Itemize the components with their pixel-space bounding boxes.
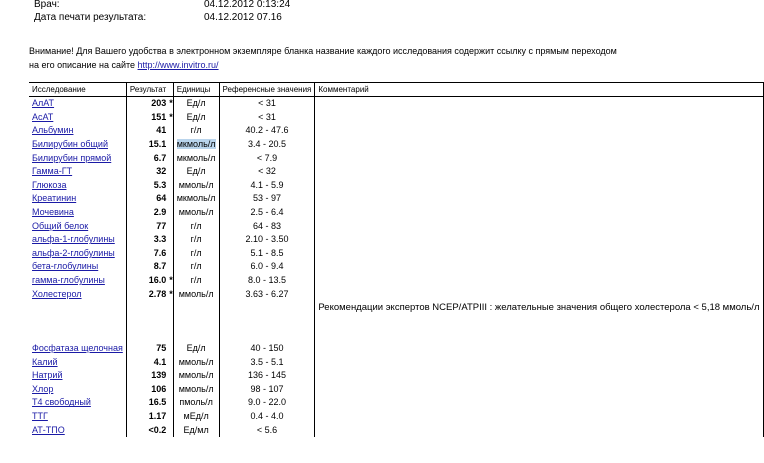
unit-value [173, 355, 219, 369]
test-link[interactable]: альфа-1-глобулины [32, 234, 115, 245]
test-name [29, 111, 126, 125]
test-name [29, 342, 126, 356]
reference-value: 3.4 - 20.5 [219, 138, 315, 152]
unit-value [173, 247, 219, 261]
reference-value [219, 315, 315, 329]
unit-value [173, 382, 219, 396]
unit-text: Ед/л [186, 98, 206, 109]
unit-text: мкмоль/л [176, 193, 216, 204]
result-value: 2.78 [126, 287, 169, 301]
test-name [29, 301, 126, 315]
result-value: 3.3 [126, 233, 169, 247]
unit-text: мЕд/л [183, 410, 209, 421]
abnormal-flag: * [169, 288, 173, 299]
reference-value: < 7.9 [219, 151, 315, 165]
table-header [29, 83, 763, 97]
test-link[interactable]: альфа-2-глобулины [32, 247, 115, 258]
result-value: 2.9 [126, 206, 169, 220]
unit-text: Ед/л [186, 342, 206, 353]
unit-value [173, 301, 219, 315]
reference-value: 0.4 - 4.0 [219, 410, 315, 424]
abnormal-flag: * [169, 275, 173, 286]
unit-value [173, 396, 219, 410]
reference-value: 6.0 - 9.4 [219, 260, 315, 274]
test-link[interactable]: Хлор [32, 383, 54, 394]
unit-value [173, 274, 219, 288]
col-comment: Комментарий [315, 83, 763, 97]
reference-value: 64 - 83 [219, 219, 315, 233]
result-value: 106 [126, 382, 169, 396]
col-result: Результат [126, 83, 169, 97]
test-name [29, 151, 126, 165]
result-value: 139 [126, 369, 169, 383]
unit-value [173, 219, 219, 233]
test-name [29, 247, 126, 261]
test-link[interactable]: Фосфатаза щелочная [32, 342, 123, 353]
test-link[interactable]: АсАТ [32, 111, 54, 122]
unit-value [173, 192, 219, 206]
notice-body: Внимание! Для Вашего удобства в электронном экземпляре бланка название каждого исследования содержит ссылку с прямым переходом на его описание на сайте [29, 46, 617, 70]
comment-cell [315, 342, 763, 437]
unit-value [173, 97, 219, 111]
col-units: Единицы [173, 83, 219, 97]
result-value: 32 [126, 165, 169, 179]
test-name [29, 219, 126, 233]
table-row [29, 97, 763, 111]
result-value [126, 328, 169, 342]
result-value: 15.1 [126, 138, 169, 152]
abnormal-flag: * [169, 111, 173, 122]
reference-value: < 31 [219, 111, 315, 125]
unit-text: г/л [190, 125, 202, 136]
test-name [29, 124, 126, 138]
unit-value [173, 124, 219, 138]
unit-value [173, 179, 219, 193]
test-link[interactable]: Общий белок [32, 220, 89, 231]
unit-text: пмоль/л [179, 397, 213, 408]
result-value: <0.2 [126, 423, 169, 437]
result-value: 203 [126, 97, 169, 111]
test-name [29, 206, 126, 220]
unit-text: ммоль/л [178, 288, 214, 299]
unit-text: г/л [190, 275, 202, 286]
unit-text: г/л [190, 220, 202, 231]
test-name [29, 369, 126, 383]
table-row [29, 301, 763, 315]
result-value: 1.17 [126, 410, 169, 424]
test-name [29, 328, 126, 342]
reference-value: 4.1 - 5.9 [219, 179, 315, 193]
test-link[interactable]: Холестерол [32, 288, 82, 299]
unit-value [173, 287, 219, 301]
reference-value: 8.0 - 13.5 [219, 274, 315, 288]
comment-cell [315, 97, 763, 301]
unit-text: ммоль/л [178, 370, 214, 381]
test-link[interactable]: Гамма-ГТ [32, 166, 73, 177]
unit-text: Ед/л [186, 111, 206, 122]
test-link[interactable]: гамма-глобулины [32, 275, 105, 286]
reference-value: 3.5 - 5.1 [219, 355, 315, 369]
test-name [29, 138, 126, 152]
unit-text: ммоль/л [178, 383, 214, 394]
result-value: 4.1 [126, 355, 169, 369]
unit-value [173, 328, 219, 342]
cholesterol-comment: Рекомендации экспертов NCEP/ATPIII : желательные значения общего холестерола < 5,18 ммоль/л [315, 301, 763, 342]
notice-text [29, 44, 629, 72]
reference-value: 98 - 107 [219, 382, 315, 396]
doctor-value: 04.12.2012 0:13:24 [204, 0, 291, 10]
table-row [29, 342, 763, 356]
unit-text: ммоль/л [178, 179, 214, 190]
reference-value: 5.1 - 8.5 [219, 247, 315, 261]
result-value: 5.3 [126, 179, 169, 193]
unit-value [173, 111, 219, 125]
test-name [29, 396, 126, 410]
unit-text: Ед/л [186, 166, 206, 177]
reference-value: 2.5 - 6.4 [219, 206, 315, 220]
test-link[interactable]: Альбумин [32, 125, 74, 136]
unit-value [173, 410, 219, 424]
unit-value [173, 165, 219, 179]
print-date-line [34, 12, 282, 24]
result-value: 16.0 [126, 274, 169, 288]
result-value: 151 [126, 111, 169, 125]
result-value: 64 [126, 192, 169, 206]
reference-value: 40.2 - 47.6 [219, 124, 315, 138]
test-link[interactable]: ТТГ [32, 410, 48, 421]
unit-text: г/л [190, 234, 202, 245]
result-value: 77 [126, 219, 169, 233]
reference-value: 136 - 145 [219, 369, 315, 383]
test-link[interactable]: Билирубин общий [32, 139, 108, 150]
test-name [29, 423, 126, 437]
result-value: 7.6 [126, 247, 169, 261]
reference-value: < 5.6 [219, 423, 315, 437]
abnormal-flag: * [169, 98, 173, 109]
test-name [29, 165, 126, 179]
reference-value: < 32 [219, 165, 315, 179]
unit-value [173, 138, 219, 152]
result-value [126, 315, 169, 329]
unit-text: мкмоль/л [176, 152, 216, 163]
reference-value: 3.63 - 6.27 [219, 287, 315, 301]
test-name [29, 274, 126, 288]
unit-value [173, 260, 219, 274]
test-link[interactable]: Мочевина [32, 207, 74, 218]
reference-value: 2.10 - 3.50 [219, 233, 315, 247]
doctor-line [34, 0, 291, 11]
test-link[interactable]: Т4 свободный [32, 397, 91, 408]
test-link[interactable]: Креатинин [32, 193, 77, 204]
test-link[interactable]: бета-глобулины [32, 261, 99, 272]
unit-value [173, 315, 219, 329]
doctor-label: Врач: [34, 0, 60, 10]
test-link[interactable]: АлАТ [32, 98, 55, 109]
reference-value: 40 - 150 [219, 342, 315, 356]
unit-value [173, 342, 219, 356]
test-name [29, 97, 126, 111]
reference-value: 9.0 - 22.0 [219, 396, 315, 410]
test-name [29, 410, 126, 424]
reference-value [219, 301, 315, 315]
unit-text: г/л [190, 247, 202, 258]
invitro-link[interactable]: http://www.invitro.ru/ [137, 60, 219, 70]
unit-text: Ед/мл [183, 424, 209, 435]
col-reference: Референсные значения [219, 83, 315, 97]
test-link[interactable]: Билирубин прямой [32, 152, 112, 163]
unit-value [173, 151, 219, 165]
unit-text: ммоль/л [178, 207, 214, 218]
test-name [29, 179, 126, 193]
unit-value [173, 369, 219, 383]
reference-value: < 31 [219, 97, 315, 111]
unit-text: г/л [190, 261, 202, 272]
test-link[interactable]: Калий [32, 356, 58, 367]
result-value: 6.7 [126, 151, 169, 165]
reference-value [219, 328, 315, 342]
unit-text: мкмоль/л [176, 139, 216, 150]
col-test: Исследование [29, 83, 126, 97]
print-date-label: Дата печати результата: [34, 12, 147, 23]
result-value: 8.7 [126, 260, 169, 274]
test-link[interactable]: АТ-ТПО [32, 424, 65, 435]
result-value: 75 [126, 342, 169, 356]
test-name [29, 355, 126, 369]
test-name [29, 192, 126, 206]
unit-text: ммоль/л [178, 356, 214, 367]
test-name [29, 315, 126, 329]
test-link[interactable]: Глюкоза [32, 179, 67, 190]
unit-value [173, 423, 219, 437]
result-value: 16.5 [126, 396, 169, 410]
test-link[interactable]: Натрий [32, 370, 63, 381]
test-name [29, 260, 126, 274]
reference-value: 53 - 97 [219, 192, 315, 206]
test-name [29, 287, 126, 301]
unit-value [173, 206, 219, 220]
test-name [29, 233, 126, 247]
unit-value [173, 233, 219, 247]
test-name [29, 382, 126, 396]
result-value: 41 [126, 124, 169, 138]
print-date-value: 04.12.2012 07.16 [204, 12, 282, 23]
result-value [126, 301, 169, 315]
results-table [29, 82, 764, 437]
